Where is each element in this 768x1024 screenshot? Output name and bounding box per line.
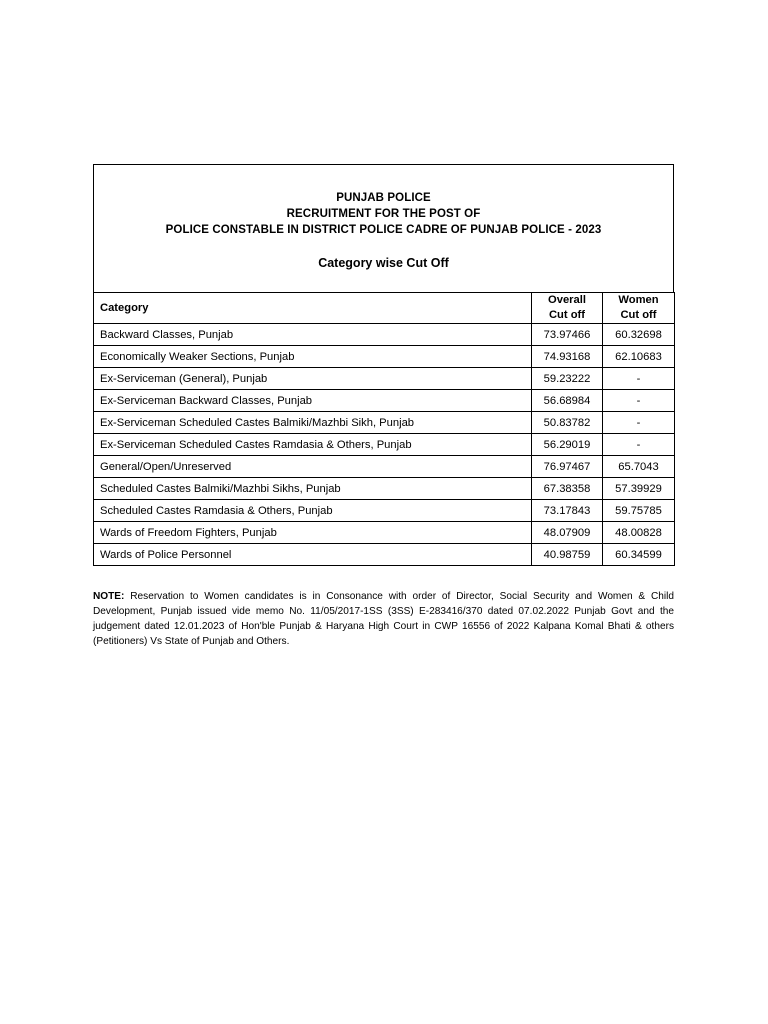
category-cell: Backward Classes, Punjab (94, 324, 532, 346)
cutoff-sheet (93, 164, 674, 566)
women-cutoff-cell: - (603, 368, 675, 390)
overall-cutoff-cell: 48.07909 (532, 522, 603, 544)
overall-cutoff-cell: 40.98759 (532, 544, 603, 566)
table-row (94, 500, 675, 522)
recruitment-title: RECRUITMENT FOR THE POST OF (286, 208, 481, 220)
post-title: POLICE CONSTABLE IN DISTRICT POLICE CADRE OF PUNJAB POLICE - 2023 (165, 224, 602, 236)
column-header-women (603, 293, 675, 324)
org-title: PUNJAB POLICE (336, 192, 431, 204)
category-cell: Ex-Serviceman Scheduled Castes Balmiki/Mazhbi Sikh, Punjab (94, 412, 532, 434)
note-label: NOTE: (93, 591, 125, 602)
column-header-overall (532, 293, 603, 324)
overall-cutoff-cell: 56.68984 (532, 390, 603, 412)
table-row (94, 522, 675, 544)
overall-cutoff-cell: 56.29019 (532, 434, 603, 456)
table-subtitle: Category wise Cut Off (318, 256, 449, 270)
overall-cutoff-cell: 59.23222 (532, 368, 603, 390)
category-cell: Ex-Serviceman (General), Punjab (94, 368, 532, 390)
category-cell: Economically Weaker Sections, Punjab (94, 346, 532, 368)
document-header (93, 164, 674, 292)
overall-cutoff-cell: 50.83782 (532, 412, 603, 434)
table-row (94, 478, 675, 500)
women-cutoff-cell: 59.75785 (603, 500, 675, 522)
overall-cutoff-cell: 73.17843 (532, 500, 603, 522)
column-header-women-line1: Women (618, 294, 659, 306)
category-cell: Ex-Serviceman Scheduled Castes Ramdasia & Others, Punjab (94, 434, 532, 456)
category-cell: Ex-Serviceman Backward Classes, Punjab (94, 390, 532, 412)
reservation-note (93, 589, 674, 649)
category-cell: Wards of Freedom Fighters, Punjab (94, 522, 532, 544)
women-cutoff-cell: - (603, 412, 675, 434)
column-header-women-line2: Cut off (620, 309, 657, 321)
column-header-overall-line2: Cut off (548, 309, 586, 321)
women-cutoff-cell: 60.32698 (603, 324, 675, 346)
note-text: Reservation to Women candidates is in Consonance with order of Director, Social Security and Women & Child Development, Punjab issued vide memo No. 11/05/2017-1SS (3SS) E-283416/370 dated 07.02.2022 Punjab Govt and the judgement dated 12.01.2023 of Hon'ble Punjab & Haryana High Court in CWP 16556 of 2022 Kalpana Komal Bhati & others (Petitioners) Vs State of Punjab and Others. (93, 591, 674, 647)
women-cutoff-cell: 62.10683 (603, 346, 675, 368)
category-cell: Scheduled Castes Ramdasia & Others, Punjab (94, 500, 532, 522)
column-header-overall-line1: Overall (548, 294, 586, 306)
table-row (94, 368, 675, 390)
women-cutoff-cell: 60.34599 (603, 544, 675, 566)
table-row (94, 434, 675, 456)
column-header-category: Category (94, 293, 532, 324)
table-row (94, 390, 675, 412)
overall-cutoff-cell: 74.93168 (532, 346, 603, 368)
table-row (94, 544, 675, 566)
table-row (94, 324, 675, 346)
category-cell: General/Open/Unreserved (94, 456, 532, 478)
women-cutoff-cell: 65.7043 (603, 456, 675, 478)
category-cell: Wards of Police Personnel (94, 544, 532, 566)
cutoff-table (93, 292, 675, 566)
overall-cutoff-cell: 73.97466 (532, 324, 603, 346)
overall-cutoff-cell: 67.38358 (532, 478, 603, 500)
women-cutoff-cell: 57.39929 (603, 478, 675, 500)
women-cutoff-cell: - (603, 390, 675, 412)
category-cell: Scheduled Castes Balmiki/Mazhbi Sikhs, Punjab (94, 478, 532, 500)
table-row (94, 346, 675, 368)
table-row (94, 412, 675, 434)
overall-cutoff-cell: 76.97467 (532, 456, 603, 478)
women-cutoff-cell: - (603, 434, 675, 456)
table-row (94, 456, 675, 478)
women-cutoff-cell: 48.00828 (603, 522, 675, 544)
table-header-row (94, 293, 675, 324)
